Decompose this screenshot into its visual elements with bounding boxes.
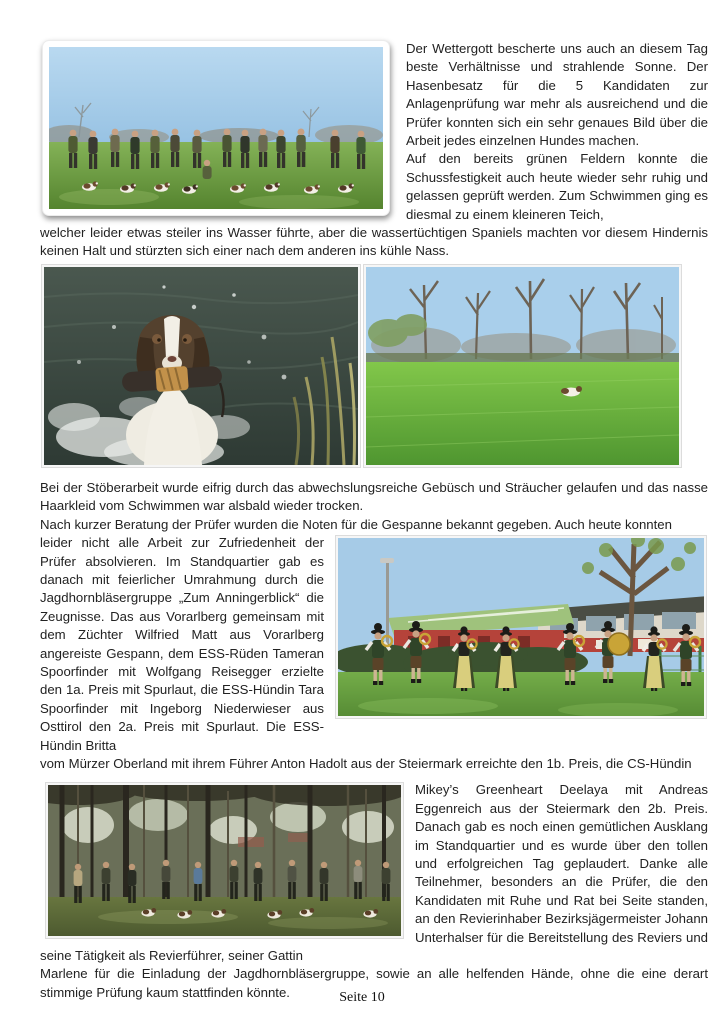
- results-section: [40, 479, 708, 774]
- closing-section: [40, 781, 708, 1002]
- forest-group-illustration: [48, 785, 401, 936]
- intro-fullwidth-text: welcher leider etwas steiler ins Wasser führte, aber die wassertüchtigen Spaniels machten vor diesem Hindernis keinen Halt und stürzten sich einer nach dem anderen ins kühle Nass.: [40, 225, 708, 259]
- danke-column-text: Mikey’s Greenheart Deelaya mit Andreas Eggenreich aus der Steiermark den 2b. Preis. Danach gab es noch einen gemütlichen Ausklang im Standquartier und es wurde über den tollen und erfolgreichen Tag geplaudert. Danke alle Teilnehmer, besonders an die Prüfer, die den Kandidaten mit Ruhe und Rat bei Seite standen, an den Revierinhaber Bezirksjägermeister Johann Unterhalser für die Bereitstellung des Reviers und seine Tätigkeit als Revierführer, seiner Gattin: [40, 782, 708, 964]
- horn-band-photo: [336, 536, 706, 718]
- swimming-dog-photo: [42, 265, 360, 467]
- page-number: Seite 10: [339, 989, 385, 1005]
- noten-fullwidth-text: Nach kurzer Beratung der Prüfer wurden die Noten für die Gespanne bekannt gegeben. Auch heute konnten: [40, 516, 672, 532]
- forest-group-photo: [46, 783, 403, 938]
- middle-photo-row: [42, 265, 708, 467]
- danke-fullwidth-text: Marlene für die Einladung der Jagdhornbläsergruppe, sowie an alle helfenden Hände, ohne die eine derart stimmige Prüfung kaum stattfinden könnte.: [40, 966, 708, 1000]
- intro-section: [40, 40, 708, 261]
- group-photo-illustration: [49, 47, 383, 209]
- stoeber-paragraph: Bei der Stöberarbeit wurde eifrig durch das abwechslungsreiche Gebüsch und Sträucher gelaufen und das nasse Haarkleid vom Schwimmen war alsbald wieder trocken.: [40, 479, 708, 514]
- swimming-dog-illustration: [44, 267, 358, 465]
- group-photo: [42, 40, 390, 216]
- muerzer-fullwidth-text: vom Mürzer Oberland mit ihrem Führer Anton Hadolt aus der Steiermark erreichte den 1b. Preis, die CS-Hündin: [40, 755, 692, 771]
- field-photo: [364, 265, 681, 467]
- noten-column-text: leider nicht alle Arbeit zur Zufriedenheit der Prüfer absolvieren. Im Standquartier gab es danach mit feierlicher Umrahmung durch die Jagdhornbläsergruppe „Zum Anningerblick“ die Zeugnisse. Das aus Vorarlberg gemeinsam mit dem Züchter Wilfried Matt aus Vorarlberg angereiste Gespann, dem ESS-Rüden Tameran Spoorfinder mit Wolfgang Reisegger erzielte den 1a. Preis mit Spurlaut, die ESS-Hündin Tara Spoorfinder mit Ingeborg Niederwieser aus Osttirol den 2a. Preis mit Spurlaut. Die ESS-Hündin Britta: [40, 535, 324, 753]
- field-illustration: [366, 267, 679, 465]
- intro-paragraph-2: Auf den bereits grünen Feldern konnte die Schussfestigkeit auch heute wieder sehr ruhig und gelassen geprüft werden. Zum Schwimmen ging es diesmal zu einem kleineren Teich,: [406, 151, 708, 222]
- results-wrap: [40, 534, 708, 755]
- horn-band-illustration: [338, 538, 704, 716]
- intro-paragraph-1: Der Wettergott bescherte uns auch an diesem Tag beste Verhältnisse und strahlende Sonne. Der Hasenbesatz für die 5 Kandidaten zur Anlagenprüfung war mehr als ausreichend und die Prüfer konnten sich ein sehr genaues Bild über die Arbeit jedes einzelnen Hundes machen.: [406, 41, 708, 149]
